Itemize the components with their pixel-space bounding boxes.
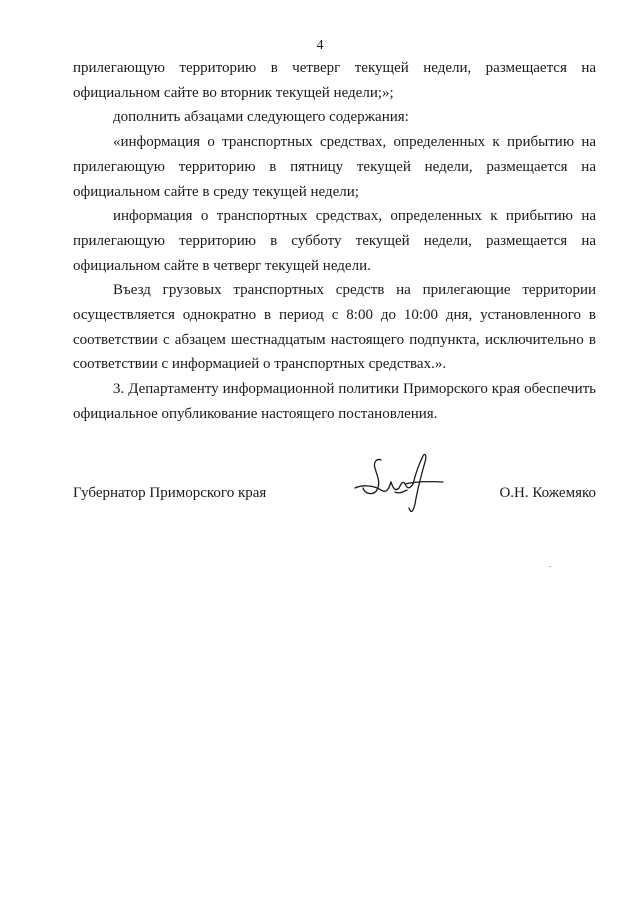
document-body: [73, 56, 596, 427]
signatory-title: Губернатор Приморского края: [73, 485, 267, 501]
signatory-name: О.Н. Кожемяко: [499, 485, 596, 501]
paragraph-amend-intro: дополнить абзацами следующего содержания:: [113, 109, 409, 126]
paragraph-continuation: прилегающую территорию в четверг текущей недели, размещается на официальном сайте во вторник текущей недели;»;: [73, 60, 596, 101]
page-number: 4: [316, 38, 324, 53]
handwritten-signature: [351, 448, 451, 520]
signature-block: [73, 448, 596, 528]
paragraph-publication: 3. Департаменту информационной политики Приморского края обеспечить официальное опубликование настоящего постановления.: [73, 381, 596, 422]
paragraph-friday-info: «информация о транспортных средствах, определенных к прибытию на прилегающую территорию в пятницу текущей недели, размещается на официальном сайте в среду текущей недели;: [73, 134, 596, 200]
paragraph-truck-entry: Въезд грузовых транспортных средств на прилегающие территории осуществляется однократно в период с 8:00 до 10:00 дня, установленного в соответствии с абзацем шестнадцатым настоящего подпункта, исключительно в соответствии с информацией о транспортных средствах.».: [73, 282, 596, 373]
paragraph-saturday-info: информация о транспортных средствах, определенных к прибытию на прилегающую территорию в субботу текущей недели, размещается на официальном сайте в четверг текущей недели.: [73, 208, 596, 274]
scan-speck: [549, 566, 551, 567]
